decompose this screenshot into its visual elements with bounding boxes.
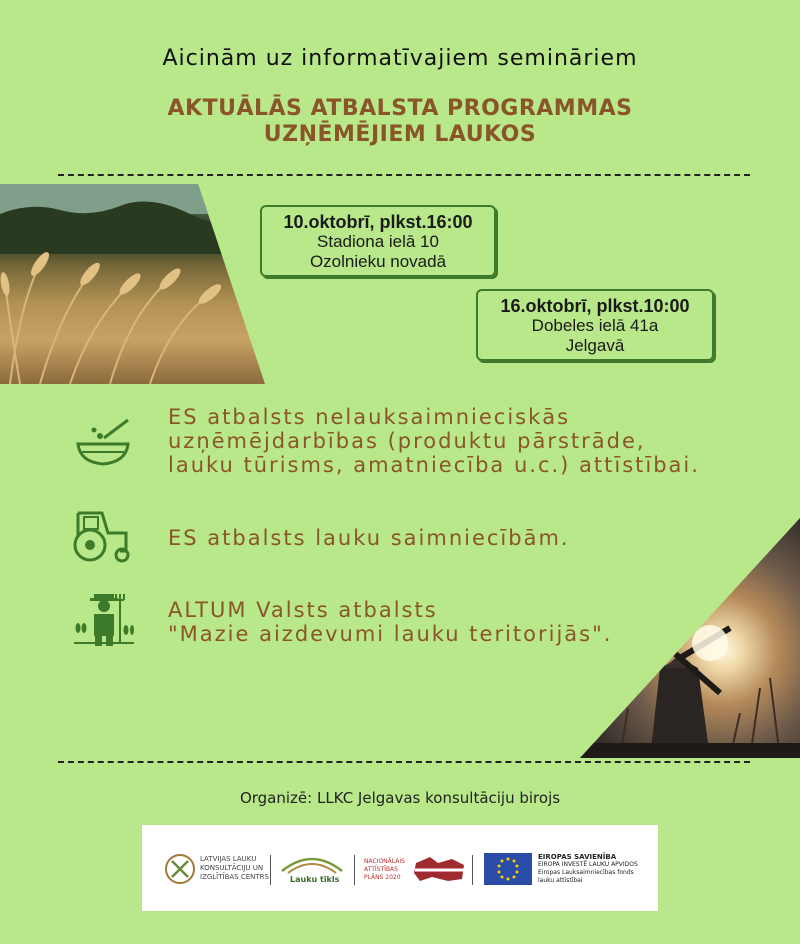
llkc-logo-icon — [164, 853, 196, 890]
partner-logos — [142, 825, 658, 911]
title-line-2: UZŅĒMĒJIEM LAUKOS — [263, 122, 537, 147]
eu-logo-text — [538, 853, 638, 885]
nap-line-2: ATTĪSTĪBAS — [364, 866, 398, 873]
item-2-text — [168, 526, 570, 550]
eu-flag-icon — [484, 853, 532, 885]
event-2-place: Jelgavā — [565, 336, 625, 355]
event-1-when: 10.oktobrī, plkst.16:00 — [283, 212, 473, 232]
event-1-place: Ozolnieku novadā — [309, 252, 447, 271]
windmill-photo — [580, 518, 800, 758]
nap-line-3: PLĀNS 2020 — [364, 874, 401, 881]
eu-line-3: Eiropas Lauksaimniecības fonds — [538, 869, 634, 876]
top-divider — [58, 174, 750, 176]
tractor-icon — [72, 511, 132, 568]
eu-line-1: EIROPAS SAVIENĪBA — [538, 853, 617, 861]
eu-line-4: lauku attīstībai — [538, 877, 583, 884]
title-line-1: AKTUĀLĀS ATBALSTA PROGRAMMAS — [167, 96, 633, 121]
llkc-line-3: IZGLĪTĪBAS CENTRS — [200, 873, 269, 881]
organizer-text: Organizē: LLKC Jelgavas konsultāciju birojs — [239, 789, 561, 807]
wheat-field-photo — [0, 184, 265, 384]
event-card-2 — [476, 289, 714, 361]
event-card-1 — [260, 205, 496, 277]
item-3-line-2: "Mazie aizdevumi lauku teritorijās". — [168, 622, 613, 646]
lauku-tikls-text: Lauku tīkls — [290, 875, 340, 884]
event-1-address: Stadiona ielā 10 — [317, 232, 439, 251]
nap-line-1: NACIONĀLAIS — [364, 858, 405, 865]
item-3-line-1: ALTUM Valsts atbalsts — [168, 598, 438, 622]
bottom-divider — [58, 761, 750, 763]
nap-logo-text — [364, 858, 405, 882]
logo-separator-2 — [354, 855, 355, 885]
logo-separator-3 — [472, 855, 473, 885]
llkc-logo-text — [200, 855, 269, 882]
item-1-line-1: ES atbalsts nelauksaimnieciskās — [168, 405, 571, 429]
item-1-text — [168, 405, 700, 477]
eu-line-2: EIROPA INVESTĒ LAUKU APVIDOS — [538, 861, 638, 868]
item-1-line-2: uzņēmējdarbības (produktu pārstrāde, — [168, 429, 646, 453]
intro-text: Aicinām uz informatīvajiem semināriem — [162, 46, 638, 71]
llkc-line-2: KONSULTĀCIJU UN — [200, 864, 264, 872]
latvia-map-icon — [412, 853, 468, 890]
item-1-line-3: lauku tūrisms, amatniecība u.c.) attīstībai. — [168, 453, 700, 477]
page-title — [0, 96, 800, 148]
llkc-line-1: LATVIJAS LAUKU — [200, 855, 257, 863]
event-2-when: 16.oktobrī, plkst.10:00 — [500, 296, 690, 316]
logo-separator-1 — [270, 855, 271, 885]
farmer-icon — [74, 592, 134, 651]
bowl-icon — [74, 418, 132, 471]
item-2-line-1: ES atbalsts lauku saimniecībām. — [168, 526, 570, 550]
item-3-text — [168, 598, 612, 646]
event-2-address: Dobeles ielā 41a — [531, 316, 659, 335]
